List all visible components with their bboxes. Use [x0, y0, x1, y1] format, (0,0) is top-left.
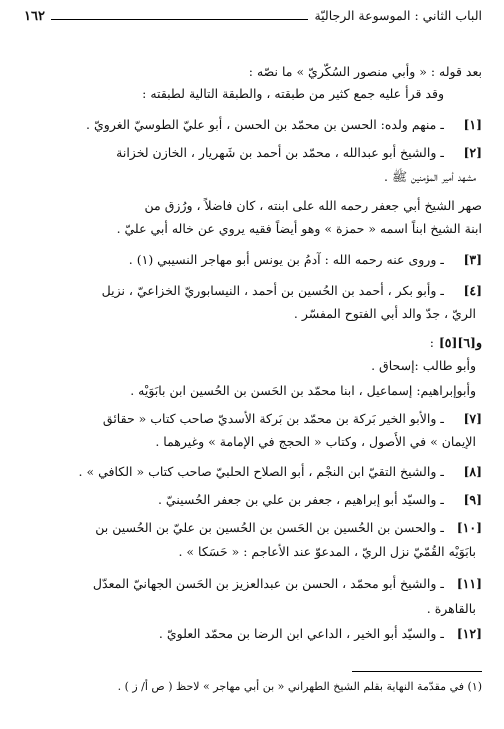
entry-number: [٧]	[463, 411, 482, 426]
entry-number: [٤]	[463, 283, 482, 298]
sub-line-2: وأبوإبراهيم: إسماعيل ، ابنا محمّد بن الحَسن بن الحُسين ابن بابَوَيْه .	[130, 383, 476, 398]
page-header	[24, 8, 482, 32]
sub-line-1: وأبو طالب :إسحاق .	[371, 358, 476, 373]
entry-line: بالقاهرة .	[426, 601, 476, 616]
entry-number: [٨]	[463, 464, 482, 479]
entry-line: ـ والحسن بن الحُسين بن الحَسن بن الحُسين بن عليّ بن الحُسين بن	[95, 520, 444, 535]
entry-line: ـ والسيّد أبو الخير ، الداعي ابن الرضا بن محمّد العلويّ .	[158, 626, 444, 641]
footnote-rule	[352, 671, 482, 672]
entry-line: مشهد أمير المؤمنين ﷺ .	[384, 169, 476, 184]
paragraph-line-1: صهر الشيخ أبي جعفر رحمه الله على ابنته ، كان فاضلاً ، ورُزق من	[144, 198, 482, 213]
paragraph-line-2: ابنة الشيخ ابناً اسمه « حمزة » وهو أيضاً فقيه يروي عن خاله أبي عليّ .	[116, 221, 482, 236]
entry-number: [١١]	[456, 576, 482, 591]
entry-number: [٥]و[٦]	[438, 335, 482, 350]
footnote: (١) في مقدّمة النهاية بقلم الشيخ الطهراني « بن أبي مهاجر » لاحظ ( ص أ/ ز ) .	[117, 680, 482, 693]
entry-number: [١]	[463, 117, 482, 132]
page-number: ١٦٢	[24, 9, 45, 24]
entry-number: [٩]	[463, 492, 482, 507]
header-rule	[51, 19, 308, 20]
entry-line: ـ وأبو بكر ، أحمد بن الحُسين بن أحمد ، النيسابوريّ الخزاعيّ ، نزيل	[101, 283, 444, 298]
entry-line: ـ منهم ولده: الحسن بن محمّد بن الحسن ، أبو عليّ الطوسيّ الغرويّ .	[86, 117, 444, 132]
intro-line-1: بعد قوله : « وأبي منصور السُكّريّ » ما نصّه :	[248, 64, 482, 79]
entry-line: ـ والسيّد أبو إبراهيم ، جعفر بن علي بن جعفر الحُسينيّ .	[157, 492, 444, 507]
entry-line: ـ والشيخ أبو عبدالله ، محمّد بن أحمد بن شَهريار ، الخازن لخزانة	[116, 145, 444, 160]
entry-line: ـ وروى عنه رحمه الله : آدمُ بن يونس أبو مهاجر النسيبي (١) .	[128, 252, 444, 267]
entry-line: الريّ ، جدّ والد أبي الفتوح المفسّر .	[293, 306, 476, 321]
entry-line: ـ والأبو الخير بَركة بن محمّد بن بَركة الأسديّ صاحب كتاب « حقائق	[102, 411, 444, 426]
entry-line: بابَوَيْه القُمّيّ نزل الريّ ، المدعوّ عند الأعاجم : « حَسَكا » .	[178, 544, 476, 559]
entry-line: ـ والشيخ أبو محمّد ، الحسن بن عبدالعزيز بن الحَسن الجهانيّ المعدّل	[92, 576, 444, 591]
intro-line-2: وقد قرأ عليه جمع كثير من طبقته ، والطبقة التالية لطبقته :	[142, 86, 444, 101]
entry-number: [٣]	[463, 252, 482, 267]
entry-line: :	[429, 335, 434, 350]
entry-line: ـ والشيخ التقيّ ابن النجْم ، أبو الصلاح الحلبيّ صاحب كتاب « الكافي » .	[78, 464, 444, 479]
running-title: الباب الثاني : الموسوعة الرجاليّة	[314, 8, 482, 23]
entry-number: [١٢]	[456, 626, 482, 641]
entry-number: [١٠]	[456, 520, 482, 535]
entry-number: [٢]	[463, 145, 482, 160]
entry-line: الإيمان » في الأُصول ، وكتاب « الحجج في الإمامة » وغيرهما .	[155, 434, 476, 449]
